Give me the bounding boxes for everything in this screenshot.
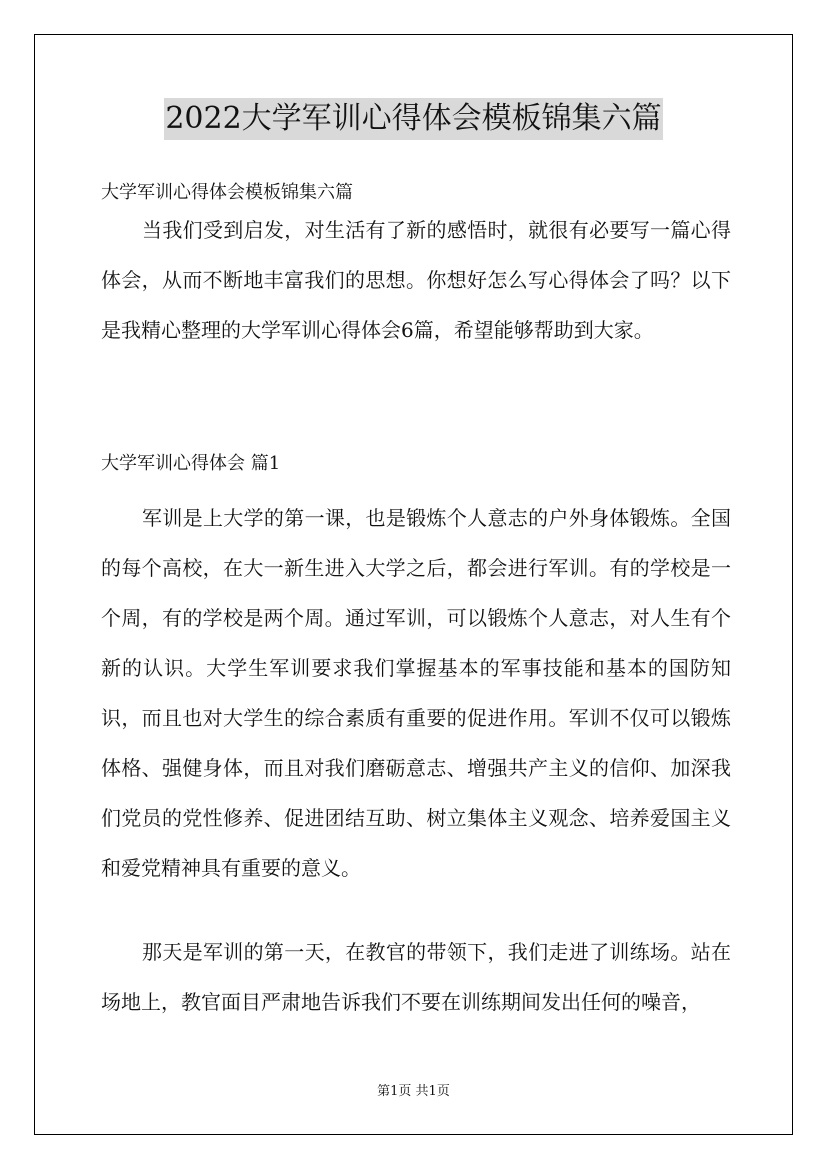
- title-container: [0, 98, 827, 140]
- section-heading: 大学军训心得体会 篇1: [101, 453, 281, 474]
- body-paragraph: 军训是上大学的第一课，也是锻炼个人意志的户外身体锻炼。全国的每个高校，在大一新生进入大学之后，都会进行军训。有的学校是一个周，有的学校是两个周。通过军训，可以锻炼个人意志，对人生有个新的认识。大学生军训要求我们掌握基本的军事技能和基本的国防知识，而且也对大学生的综合素质有重要的促进作用。军训不仅可以锻炼体格、强健身体，而且对我们磨砺意志、增强共产主义的信仰、加深我们党员的党性修养、促进团结互助、树立集体主义观念、培养爱国主义和爱党精神具有重要的意义。: [101, 506, 731, 880]
- page-footer: 第1页 共1页: [377, 1084, 450, 1099]
- body-paragraph: 那天是军训的第一天，在教官的带领下，我们走进了训练场。站在场地上，教官面目严肃地告诉我们不要在训练期间发出任何的噪音，: [101, 940, 731, 1014]
- intro-paragraph: 当我们受到启发，对生活有了新的感悟时，就很有必要写一篇心得体会，从而不断地丰富我们的思想。你想好怎么写心得体会了吗？以下是我精心整理的大学军训心得体会6篇，希望能够帮助到大家。: [101, 218, 731, 342]
- document-title: 2022大学军训心得体会模板锦集六篇: [164, 98, 662, 140]
- document-subtitle: 大学军训心得体会模板锦集六篇: [101, 182, 353, 203]
